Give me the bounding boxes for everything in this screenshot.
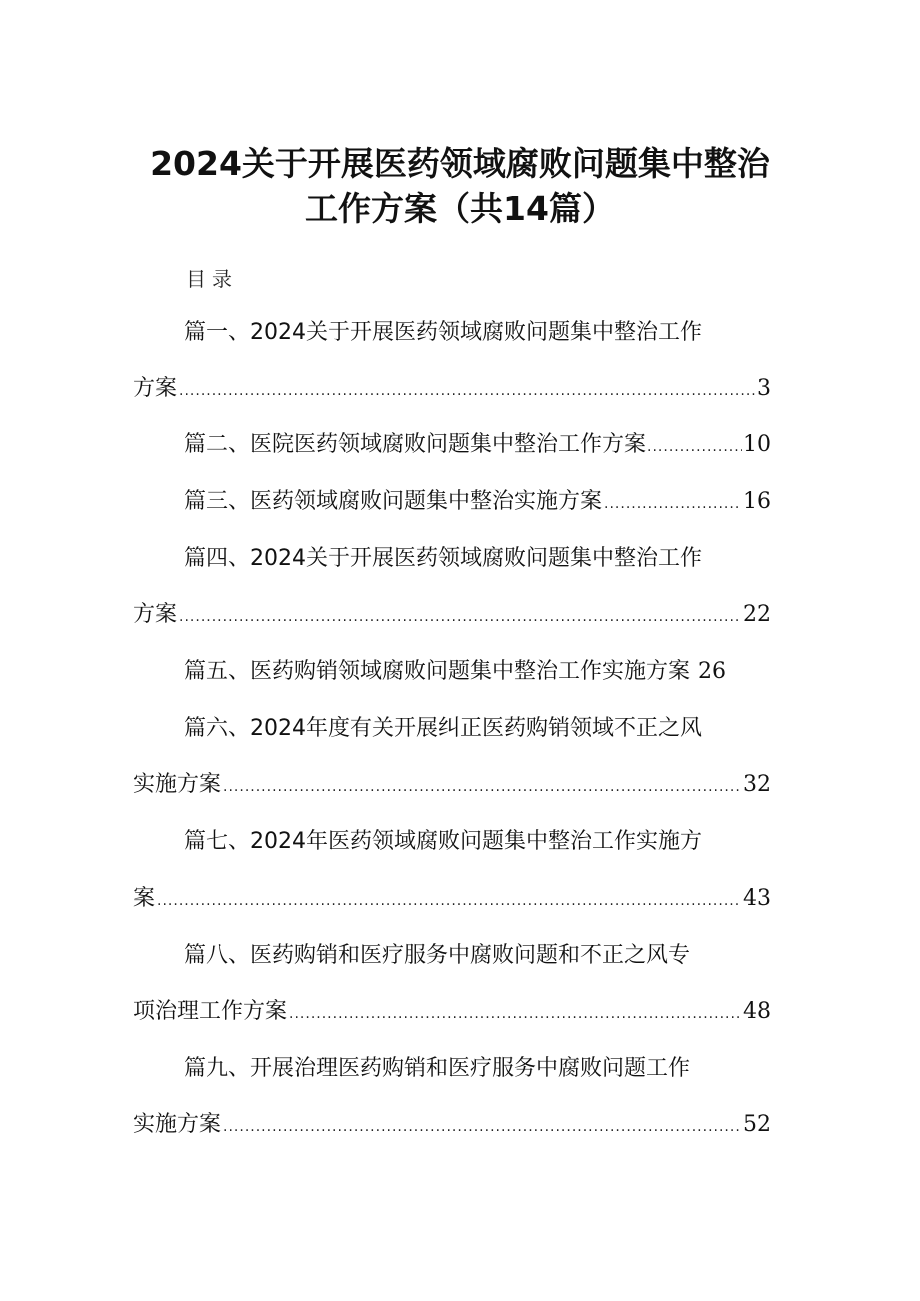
- toc-leader-dots: [223, 772, 741, 802]
- toc-entry-3-page: 16: [743, 489, 771, 514]
- toc-entry-9-title-cont: 实施方案: [133, 1112, 222, 1137]
- toc-entry-6-cont[interactable]: [133, 770, 771, 800]
- document-title-line-2: 工作方案（共14篇）: [305, 189, 615, 228]
- toc-leader-dots: [223, 1112, 741, 1142]
- toc-entry-7-title-cont: 案: [133, 886, 156, 911]
- toc-entry-7-cont[interactable]: [133, 884, 771, 914]
- toc-entry-1-page: 3: [757, 376, 771, 401]
- toc-entry-1-title-cont: 方案: [133, 376, 178, 401]
- toc-entry-3[interactable]: [184, 487, 771, 517]
- toc-entry-8-page: 48: [743, 999, 771, 1024]
- toc-entry-3-title: 篇三、医药领域腐败问题集中整治实施方案: [184, 489, 603, 514]
- toc-entry-4-page: 22: [743, 602, 771, 627]
- toc-entry-2[interactable]: [184, 430, 771, 460]
- toc-entry-8-title-cont: 项治理工作方案: [133, 999, 288, 1024]
- toc-leader-dots: [179, 376, 755, 406]
- toc-entry-9-title[interactable]: 篇九、开展治理医药购销和医疗服务中腐败问题工作: [184, 1056, 691, 1081]
- toc-entry-5-page: 26: [698, 659, 727, 684]
- toc-entry-1-cont[interactable]: [133, 374, 771, 404]
- toc-leader-dots: [604, 489, 741, 519]
- toc-leader-dots: [289, 999, 741, 1029]
- toc-leader-dots: [647, 432, 742, 462]
- toc-entry-1-title[interactable]: 篇一、2024关于开展医药领域腐败问题集中整治工作: [184, 320, 702, 345]
- toc-entry-4-cont[interactable]: [133, 600, 771, 630]
- document-title-line-1: 2024关于开展医药领域腐败问题集中整治: [150, 144, 770, 183]
- toc-entry-5-title: 篇五、医药购销领域腐败问题集中整治工作实施方案: [184, 659, 691, 684]
- toc-entry-2-page: 10: [743, 432, 771, 457]
- toc-entry-4-title-cont: 方案: [133, 602, 178, 627]
- toc-entry-7-title[interactable]: 篇七、2024年医药领域腐败问题集中整治工作实施方: [184, 829, 702, 854]
- toc-entry-6-page: 32: [743, 772, 771, 797]
- toc-entry-6-title[interactable]: 篇六、2024年度有关开展纠正医药购销领域不正之风: [184, 716, 702, 741]
- toc-entry-6-title-cont: 实施方案: [133, 772, 222, 797]
- toc-entry-5[interactable]: [184, 657, 771, 687]
- toc-heading: 目录: [186, 267, 238, 291]
- toc-entry-8-title[interactable]: 篇八、医药购销和医疗服务中腐败问题和不正之风专: [184, 943, 691, 968]
- toc-entry-7-page: 43: [743, 886, 771, 911]
- toc-leader-dots: [179, 602, 741, 632]
- toc-entry-9-cont[interactable]: [133, 1110, 771, 1140]
- toc-leader-dots: [157, 886, 741, 916]
- toc-entry-4-title[interactable]: 篇四、2024关于开展医药领域腐败问题集中整治工作: [184, 546, 702, 571]
- toc-entry-9-page: 52: [743, 1112, 771, 1137]
- toc-entry-2-title: 篇二、医院医药领域腐败问题集中整治工作方案: [184, 432, 647, 457]
- toc-entry-8-cont[interactable]: [133, 997, 771, 1027]
